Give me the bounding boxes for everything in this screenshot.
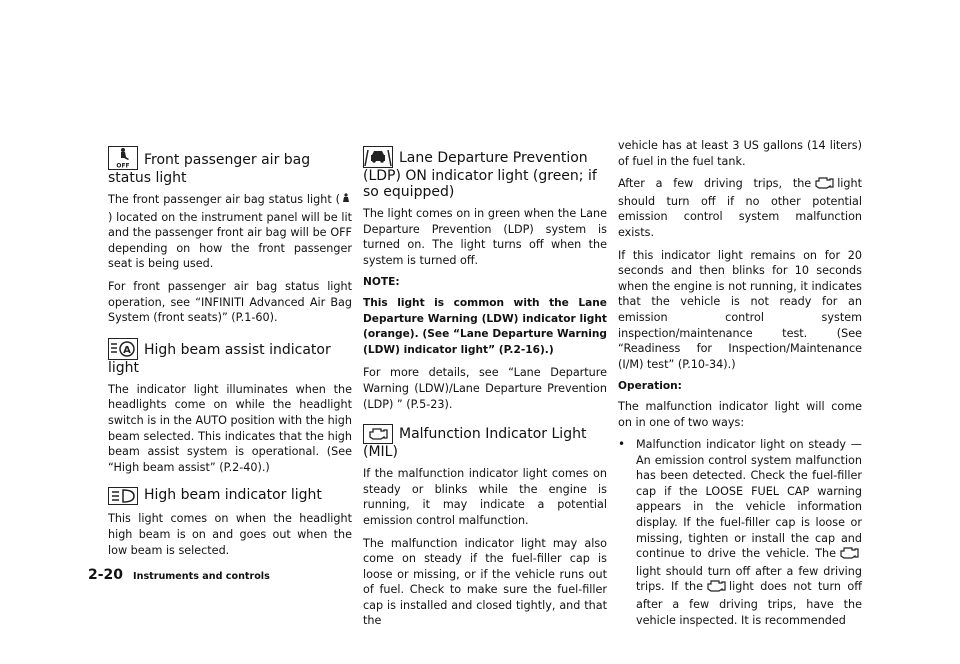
paragraph: The indicator light illuminates when the headlights come on while the headlight switch is in the AUTO position with the high beam selected. This indicates that the high beam assist system is operational. (See “High beam assist” (P.2-40).) [108, 382, 352, 474]
section-name: Instruments and controls [133, 571, 270, 582]
high-beam-icon [108, 487, 138, 505]
heading-high-beam: High beam indicator light [108, 487, 352, 505]
heading-passenger-airbag: OFF Front passenger air bag status light [108, 146, 352, 186]
paragraph: The light comes on in green when the Lane Departure Prevention (LDP) system is turned on. The light turns off when the system is turned off. [363, 207, 607, 267]
high-beam-assist-icon [108, 338, 138, 360]
engine-check-icon [363, 424, 393, 444]
paragraph: After a few driving trips, the light should turn off if no other potential emission control system malfunction exists. [618, 177, 862, 239]
engine-check-inline-icon [813, 177, 835, 194]
passenger-airbag-off-icon [108, 146, 138, 170]
paragraph: If this indicator light remains on for 20 seconds and then blinks for 10 seconds when the engine is not running, it indicates that the vehicle is not ready for an emission control system inspection/maintenance test. (See “Readiness for Inspection/Maintenance (I/M) test” (P.10-34).) [618, 248, 862, 371]
page-footer [88, 564, 270, 583]
heading-ldp: Lane Departure Prevention (LDP) ON indicator light (green; if so equipped) [363, 146, 607, 200]
paragraph: The malfunction indicator light may also come on steady if the fuel-filler cap is loose or missing, or if the vehicle runs out of fuel. Check to make sure the fuel-filler cap is installed and closed tightly, and that the [363, 536, 607, 628]
svg-text:OFF: OFF [116, 162, 130, 170]
engine-check-inline-icon [838, 547, 860, 564]
list-item: • Malfunction indicator light on steady — An emission control system malfunction has been detected. Check the fuel-filler cap if the LOOSE FUEL CAP warning appears in the vehicle information display. If the fuel-filler cap is loose or missing, tighten or install the cap and continue to drive the vehicle. The light should turn off after a few driving trips. If the light does not turn off after a few driving trips, have the vehicle inspected. It is recommended [618, 437, 862, 627]
paragraph: The front passenger air bag status light () located on the instrument panel will be lit and the passenger front air bag will be OFF depending on how the front passenger seat is being used. [108, 193, 352, 271]
section-high-beam-assist [108, 338, 352, 476]
section-mil [363, 424, 607, 629]
paragraph: If the malfunction indicator light comes on steady or blinks while the engine is running, it may indicate a potential emission control malfunction. [363, 467, 607, 527]
section-passenger-airbag [108, 146, 352, 326]
heading-mil: Malfunction Indicator Light (MIL) [363, 426, 587, 461]
page-number: 2-20 [88, 567, 124, 583]
paragraph: For more details, see “Lane Departure Warning (LDW)/Lane Departure Prevention (LDP) ” (P.5-23). [363, 366, 607, 411]
engine-check-inline-icon [705, 580, 727, 597]
column-2 [363, 146, 607, 641]
operation-label: Operation: [618, 380, 682, 393]
paragraph: This light comes on when the headlight high beam is on and goes out when the low beam is selected. [108, 512, 352, 557]
paragraph: For front passenger air bag status light operation, see “INFINITI Advanced Air Bag System (front seats)” (P.1-60). [108, 279, 352, 325]
heading-high-beam-assist: A High beam assist indicator light [108, 338, 352, 376]
lane-departure-icon [363, 146, 393, 168]
paragraph: The malfunction indicator light will come on in one of two ways: [618, 399, 862, 429]
section-high-beam [108, 487, 352, 558]
section-ldp [363, 146, 607, 412]
note-label: NOTE: [363, 276, 400, 289]
column-3 [618, 138, 862, 628]
passenger-airbag-inline-icon [342, 193, 350, 210]
column-1 [108, 146, 352, 570]
svg-text:A: A [123, 344, 131, 356]
note-body: This light is common with the Lane Departure Warning (LDW) indicator light (orange). (See “Lane Departure Warning (LDW) indicator light” (P.2-16).) [363, 296, 607, 356]
paragraph: vehicle has at least 3 US gallons (14 liters) of fuel in the fuel tank. [618, 139, 862, 168]
bullet-dot: • [618, 437, 626, 452]
